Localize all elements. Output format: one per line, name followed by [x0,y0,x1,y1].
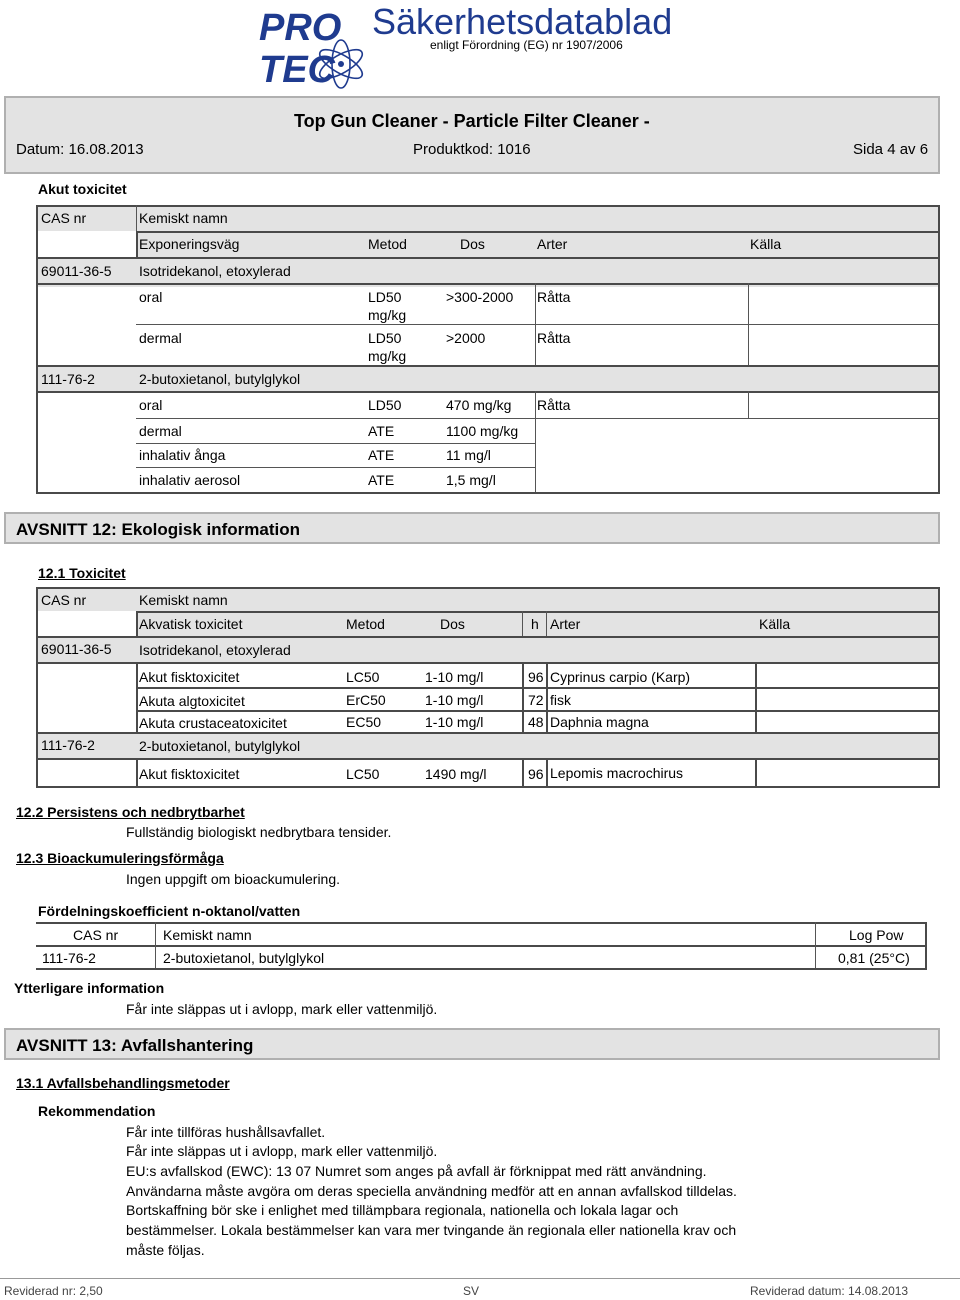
page-number: Sida 4 av 6 [853,141,929,158]
eco-s2-r0-method: LC50 [346,766,380,782]
footer-revised-date: Reviderad datum: 14.08.2013 [750,1284,909,1298]
eco-h-source: Källa [759,616,791,632]
acute-h-cas: CAS nr [41,210,87,226]
eco-h-cas: CAS nr [41,592,87,608]
eco-s1-r1-dose: 1-10 mg/l [425,692,484,708]
partition-h-name: Kemiskt namn [163,927,252,943]
section12-title-bar [4,512,940,544]
logo-line2: TEC [259,49,335,91]
product-code: Produktkod: 1016 [413,141,531,158]
doc-title: Säkerhetsdatablad [372,1,673,42]
eco-s1-r1-type: Akuta algtoxicitet [139,693,245,709]
acute-h-name: Kemiskt namn [139,210,228,226]
acute-s2-r2-method: ATE [368,447,395,463]
acute-h-source: Källa [750,236,782,252]
section12-3-text: Ingen uppgift om bioackumulering. [126,871,341,887]
partition-h-logpow: Log Pow [849,927,904,943]
acute-s1-r0-dose: >300-2000 [446,289,514,305]
acute-s2-cas: 111-76-2 [41,371,95,387]
rec-line: Bortskaffning bör ske i enlighet med tillämpbara regionala, nationella och lokala lagar och [126,1202,679,1218]
further-text: Får inte släppas ut i avlopp, mark eller vattenmiljö. [126,1001,438,1017]
acute-s2-r2-dose: 11 mg/l [446,447,491,463]
acute-s2-r1-dose: 1100 mg/kg [446,423,519,439]
eco-s1-r2-method: EC50 [346,714,382,730]
logo-graphic [255,2,367,94]
acute-s1-r0-unit: mg/kg [368,307,407,323]
acute-s1-r1-species: Råtta [537,330,571,346]
acute-heading: Akut toxicitet [38,181,127,197]
section12-2-heading: 12.2 Persistens och nedbrytbarhet [16,804,245,820]
section13-title-bar [4,1028,940,1060]
eco-s1-r2-dose: 1-10 mg/l [425,714,484,730]
eco-s1-r1-h: 72 [528,692,544,708]
eco-h-name: Kemiskt namn [139,592,228,608]
acute-s2-r3-method: ATE [368,472,395,488]
eco-s1-r0-h: 96 [528,669,544,685]
acute-s1-r0-route: oral [139,289,163,305]
eco-s1-r1-species: fisk [550,692,571,708]
section13-title: AVSNITT 13: Avfallshantering [16,1036,254,1055]
section12-2-text: Fullständig biologiskt nedbrytbara tensider. [126,824,392,840]
partition-name: 2-butoxietanol, butylglykol [163,950,325,966]
acute-s1-r1-method: LD50 [368,330,402,346]
rec-line: Användarna måste avgöra om deras speciella användning medför att en annan avfallskod tilldelas. [126,1183,737,1199]
partition-heading: Fördelningskoefficient n-oktanol/vatten [38,903,301,919]
eco-s1-r2-h: 48 [528,714,544,730]
acute-h-dose: Dos [460,236,485,252]
doc-date: Datum: 16.08.2013 [16,141,144,158]
section12-title: AVSNITT 12: Ekologisk information [16,520,300,539]
acute-s1-r0-method: LD50 [368,289,402,305]
eco-h-h: h [531,616,539,632]
rec-line: Får inte släppas ut i avlopp, mark eller vattenmiljö. [126,1143,438,1159]
rec-line: måste följas. [126,1242,205,1258]
eco-h-method: Metod [346,616,385,632]
eco-s2-r0-dose: 1490 mg/l [425,766,487,782]
rec-line: bestämmelser. Lokala bestämmelser kan vara mer tvingande än regionala eller nationella krav och [126,1222,737,1238]
acute-s2-name: 2-butoxietanol, butylglykol [139,371,301,387]
section12-1-heading: 12.1 Toxicitet [38,565,126,581]
acute-s2-r0-method: LD50 [368,397,402,413]
eco-s1-r0-dose: 1-10 mg/l [425,669,484,685]
eco-h-species: Arter [550,616,581,632]
footer-divider [0,1278,960,1279]
eco-h-dose: Dos [440,616,465,632]
logo [255,2,367,94]
partition-logpow: 0,81 (25°C) [838,950,910,966]
acute-s2-r3-route: inhalativ aerosol [139,472,241,488]
acute-h-species: Arter [537,236,568,252]
eco-s1-r0-type: Akut fisktoxicitet [139,669,240,685]
acute-s2-r0-route: oral [139,397,163,413]
section13-1-heading: 13.1 Avfallsbehandlingsmetoder [16,1075,230,1091]
section12-3-heading: 12.3 Bioackumuleringsförmåga [16,850,224,866]
eco-s1-name: Isotridekanol, etoxylerad [139,642,291,658]
eco-s1-r0-method: LC50 [346,669,380,685]
acute-h-method: Metod [368,236,407,252]
logo-line1: PRO [259,7,342,49]
acute-s1-name: Isotridekanol, etoxylerad [139,263,291,279]
acute-s1-r1-route: dermal [139,330,182,346]
rec-line: EU:s avfallskod (EWC): 13 07 Numret som anges på avfall är förknippat med rätt användning. [126,1163,707,1179]
eco-s2-r0-species: Lepomis macrochirus [550,765,684,781]
partition-cas: 111-76-2 [42,950,96,966]
partition-h-cas: CAS nr [73,927,119,943]
further-heading: Ytterligare information [14,980,165,996]
eco-s1-r2-type: Akuta crustaceatoxicitet [139,715,287,731]
acute-s2-r0-dose: 470 mg/kg [446,397,512,413]
product-name: Top Gun Cleaner - Particle Filter Cleaner - [294,111,650,131]
eco-s1-r1-method: ErC50 [346,692,386,708]
eco-s2-cas: 111-76-2 [41,737,95,753]
acute-s2-r1-method: ATE [368,423,395,439]
eco-s2-name: 2-butoxietanol, butylglykol [139,738,301,754]
acute-s1-r1-unit: mg/kg [368,348,407,364]
doc-subtitle: enligt Förordning (EG) nr 1907/2006 [430,38,623,52]
acute-h-route: Exponeringsväg [139,236,240,252]
eco-s1-r2-species: Daphnia magna [550,714,649,730]
acute-s2-r2-route: inhalativ ånga [139,447,226,463]
acute-s1-cas: 69011-36-5 [41,263,112,279]
acute-s2-r3-dose: 1,5 mg/l [446,472,496,488]
footer-lang: SV [463,1284,480,1298]
footer-revision: Reviderad nr: 2,50 [4,1284,103,1298]
header-band [4,96,940,174]
eco-s1-cas: 69011-36-5 [41,641,112,657]
acute-s1-r0-species: Råtta [537,289,571,305]
rec-line: Får inte tillföras hushållsavfallet. [126,1124,326,1140]
eco-s1-r0-species: Cyprinus carpio (Karp) [550,669,691,685]
acute-s2-r1-route: dermal [139,423,182,439]
eco-s2-r0-h: 96 [528,766,544,782]
eco-h-aq: Akvatisk toxicitet [139,616,243,632]
eco-s2-r0-type: Akut fisktoxicitet [139,766,240,782]
recommendation-heading: Rekommendation [38,1103,156,1119]
acute-s1-r1-dose: >2000 [446,330,486,346]
acute-s2-r0-species: Råtta [537,397,571,413]
